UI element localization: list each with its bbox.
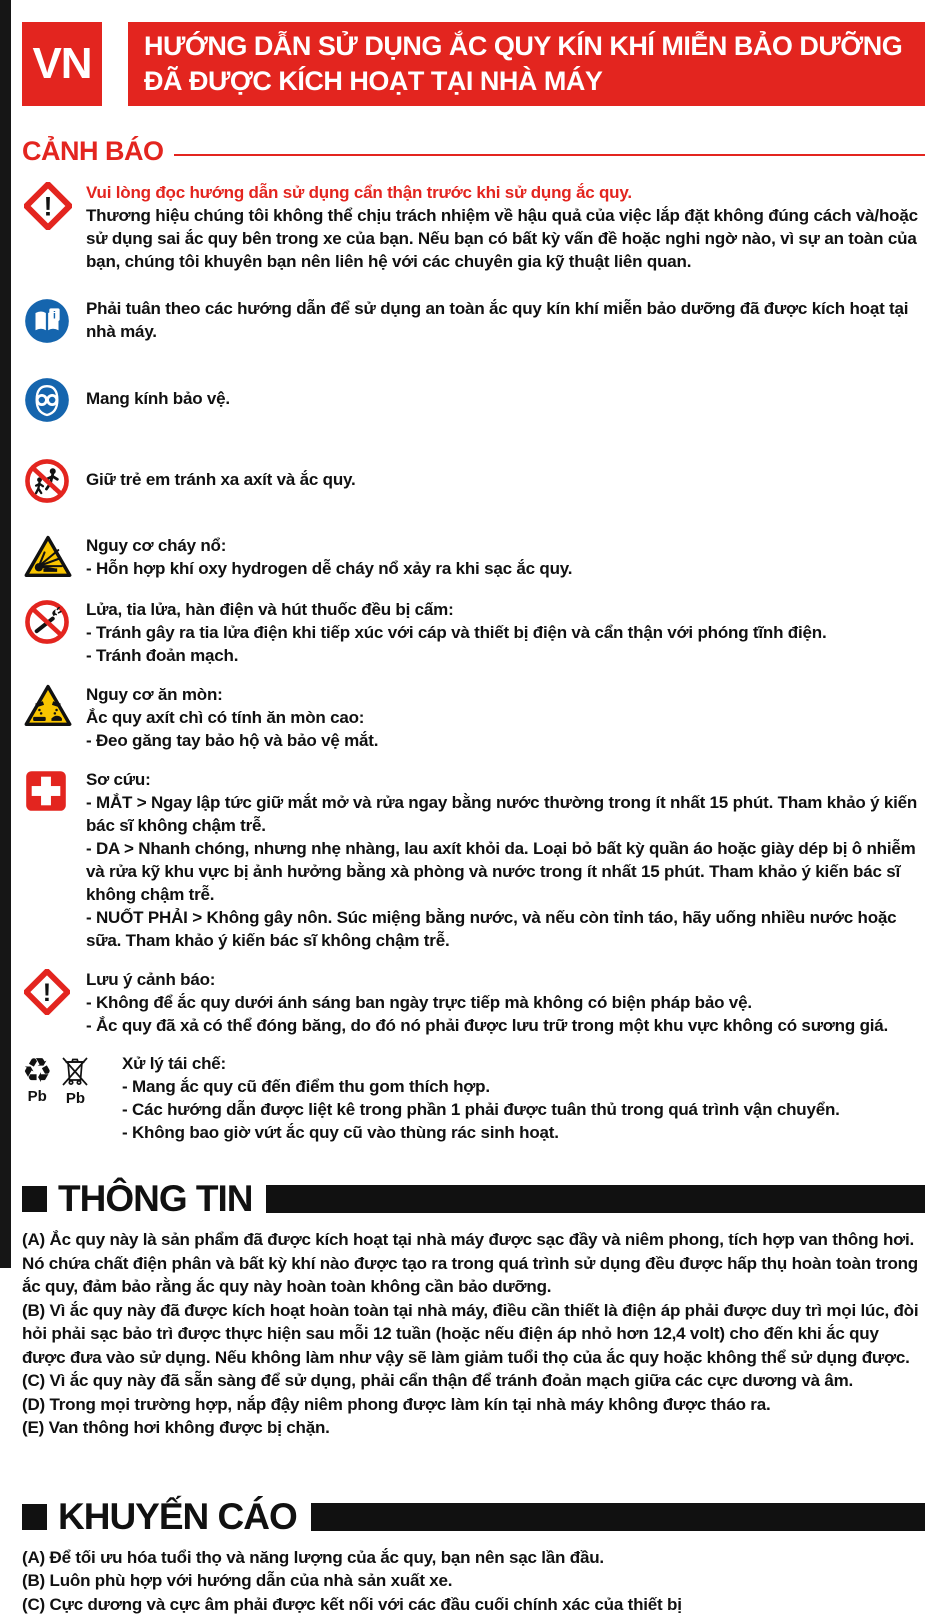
- page-title: [128, 22, 925, 106]
- header-square: [22, 1504, 47, 1530]
- warning-line: - NUỐT PHẢI > Không gây nôn. Súc miệng bằng nước, và nếu còn tỉnh táo, hãy uống nhiều nước hoặc sữa. Tham khảo ý kiến bác sĩ không chậm trễ.: [86, 906, 923, 952]
- header: [22, 22, 925, 106]
- warning-line: - Không bao giờ vứt ắc quy cũ vào thùng rác sinh hoạt.: [122, 1121, 923, 1144]
- warning-title: Nguy cơ cháy nổ:: [86, 534, 923, 557]
- warning-item-first-aid: [22, 768, 925, 952]
- warning-item-goggles: [22, 376, 925, 423]
- warning-line: - Các hướng dẫn được liệt kê trong phần 1 phải được tuân thủ trong quá trình vận chuyển.: [122, 1098, 923, 1121]
- warnings-heading-label: CẢNH BÁO: [22, 136, 164, 167]
- warning-item-follow-manual: [22, 297, 925, 344]
- warning-title: Nguy cơ ăn mòn:: [86, 683, 923, 706]
- warning-item-children: [22, 457, 925, 504]
- warning-item-explosion: [22, 534, 925, 580]
- recommendation-c: (C) Cực dương và cực âm phải được kết nối với các đầu cuối chính xác của thiết bị: [22, 1593, 925, 1616]
- recycle-pb-icon: [22, 1054, 52, 1104]
- warning-title: Xử lý tái chế:: [122, 1052, 923, 1075]
- warning-line: - Mang ắc quy cũ đến điểm thu gom thích hợp.: [122, 1075, 923, 1098]
- label-page: [22, 0, 925, 1616]
- warning-line: Phải tuân theo các hướng dẫn để sử dụng an toàn ắc quy kín khí miễn bảo dưỡng đã được kích hoạt tại nhà máy.: [86, 297, 923, 343]
- svg-text:i: i: [53, 311, 56, 322]
- warning-line: - Không để ắc quy dưới ánh sáng ban ngày trực tiếp mà không có biện pháp bảo vệ.: [86, 991, 923, 1014]
- recommendation-b: (B) Luôn phù hợp với hướng dẫn của nhà sản xuất xe.: [22, 1569, 925, 1593]
- read-manual-icon: [24, 298, 70, 344]
- recommendation-a: (A) Để tối ưu hóa tuổi thọ và năng lượng của ắc quy, bạn nên sạc lần đầu.: [22, 1546, 925, 1570]
- crossed-bin-icon: [58, 1054, 92, 1090]
- info-paragraph-b: (B) Vì ắc quy này đã được kích hoạt hoàn toàn tại nhà máy, điều cần thiết là điện áp phải được duy trì mọi lúc, đòi hỏi phải sạc bảo trì được thực hiện sau mỗi 12 tuần (hoặc nếu điện áp nhỏ hơn 12,4 volt) cho đến khi ắc quy được đưa vào sử dụng. Nếu không làm như vậy sẽ làm giảm tuổi thọ của ắc quy hoặc không thể sử dụng được.: [22, 1299, 925, 1370]
- header-square: [22, 1186, 47, 1212]
- warning-line: - Tránh gây ra tia lửa điện khi tiếp xúc với cáp và thiết bị điện và cẩn thận với phóng tĩnh điện.: [86, 621, 923, 644]
- warning-line: - Ắc quy đã xả có thể đóng băng, do đó nó phải được lưu trữ trong một khu vực không có sương giá.: [86, 1014, 923, 1037]
- warning-item-read-instructions: [22, 181, 925, 273]
- warning-line: - Tránh đoản mạch.: [86, 644, 923, 667]
- warning-title: Lưu ý cảnh báo:: [86, 968, 923, 991]
- page-edge-bar: [0, 0, 11, 1268]
- no-trash-pb-icon: [58, 1054, 92, 1106]
- explosion-hazard-icon: [24, 535, 72, 579]
- info-paragraph-c: (C) Vì ắc quy này đã sẵn sàng để sử dụng, phải cẩn thận để tránh đoản mạch giữa các cực dương và âm.: [22, 1369, 925, 1393]
- recycle-symbol-icon: ♻: [22, 1054, 52, 1088]
- warning-title: Sơ cứu:: [86, 768, 923, 791]
- warning-item-corrosion: [22, 683, 925, 752]
- warning-item-no-smoking: [22, 598, 925, 667]
- info-paragraph-d: (D) Trong mọi trường hợp, nắp đậy niêm phong được làm kín tại nhà máy không được tháo ra.: [22, 1393, 925, 1417]
- header-bar: [311, 1503, 925, 1531]
- ghs-exclamation-icon: [24, 182, 72, 230]
- warning-item-caution: [22, 968, 925, 1037]
- pb-label: Pb: [28, 1089, 47, 1104]
- keep-children-away-icon: [24, 458, 70, 504]
- svg-text:!: !: [43, 979, 51, 1007]
- warning-line: - MẮT > Ngay lập tức giữ mắt mở và rửa ngay bằng nước thường trong ít nhất 15 phút. Tham khảo ý kiến bác sĩ không chậm trễ.: [86, 791, 923, 837]
- warning-line: - Đeo găng tay bảo hộ và bảo vệ mắt.: [86, 729, 923, 752]
- safety-goggles-icon: [24, 377, 70, 423]
- language-badge: VN: [22, 22, 102, 106]
- svg-text:!: !: [44, 192, 53, 222]
- ghs-exclamation-icon: [24, 969, 70, 1015]
- page-title-line1: HƯỚNG DẪN SỬ DỤNG ẮC QUY KÍN KHÍ MIỄN BẢO DƯỠNG: [144, 29, 909, 64]
- pb-label: Pb: [66, 1091, 85, 1106]
- warning-title: Lửa, tia lửa, hàn điện và hút thuốc đều bị cấm:: [86, 598, 923, 621]
- warnings-heading-rule: [174, 154, 926, 156]
- page-title-line2: ĐÃ ĐƯỢC KÍCH HOẠT TẠI NHÀ MÁY: [144, 64, 909, 99]
- warning-line: Ắc quy axít chì có tính ăn mòn cao:: [86, 706, 923, 729]
- recommendations-section-header: [22, 1496, 925, 1538]
- info-heading: THÔNG TIN: [58, 1178, 252, 1220]
- warning-line: Thương hiệu chúng tôi không thể chịu trách nhiệm về hậu quả của việc lắp đặt không đúng cách và/hoặc sử dụng sai ắc quy bên trong xe của bạn. Nếu bạn có bất kỳ vấn đề hoặc nghi ngờ nào, vì sự an toàn của bạn, chúng tôi khuyên bạn nên liên hệ với các chuyên gia kỹ thuật liên quan.: [86, 204, 923, 273]
- info-paragraph-a: (A) Ắc quy này là sản phẩm đã được kích hoạt tại nhà máy được sạc đầy và niêm phong, tích hợp van thông hơi. Nó chứa chất điện phân và bất kỳ khí nào được tạo ra trong quá trình sử dụng đều được hấp thụ hoàn toàn trong ắc quy, đảm bảo rằng ắc quy này hoàn toàn không cần bảo dưỡng.: [22, 1228, 925, 1299]
- header-bar: [266, 1185, 925, 1213]
- warning-item-recycling: [22, 1052, 925, 1144]
- recommendations-heading: KHUYẾN CÁO: [58, 1496, 297, 1538]
- warning-title: Vui lòng đọc hướng dẫn sử dụng cẩn thận trước khi sử dụng ắc quy.: [86, 181, 923, 204]
- warning-line: Giữ trẻ em tránh xa axít và ắc quy.: [86, 468, 923, 491]
- warning-line: - Hỗn hợp khí oxy hydrogen dễ cháy nổ xảy ra khi sạc ắc quy.: [86, 557, 923, 580]
- info-body: [22, 1228, 925, 1440]
- warning-line: - DA > Nhanh chóng, nhưng nhẹ nhàng, lau axít khỏi da. Loại bỏ bất kỳ quần áo hoặc giày dép bị ô nhiễm và rửa kỹ khu vực bị ảnh hưởng bằng xà phòng và nước trong ít nhất 15 phút. Tham khảo ý kiến bác sĩ không chậm trễ.: [86, 837, 923, 906]
- info-paragraph-e: (E) Van thông hơi không được bị chặn.: [22, 1416, 925, 1440]
- warning-line: Mang kính bảo vệ.: [86, 387, 923, 410]
- warnings-heading: [22, 136, 925, 167]
- first-aid-icon: [24, 769, 68, 813]
- recommendations-body: [22, 1546, 925, 1616]
- info-section-header: [22, 1178, 925, 1220]
- corrosion-hazard-icon: [24, 684, 72, 728]
- no-fire-smoking-icon: [24, 599, 70, 645]
